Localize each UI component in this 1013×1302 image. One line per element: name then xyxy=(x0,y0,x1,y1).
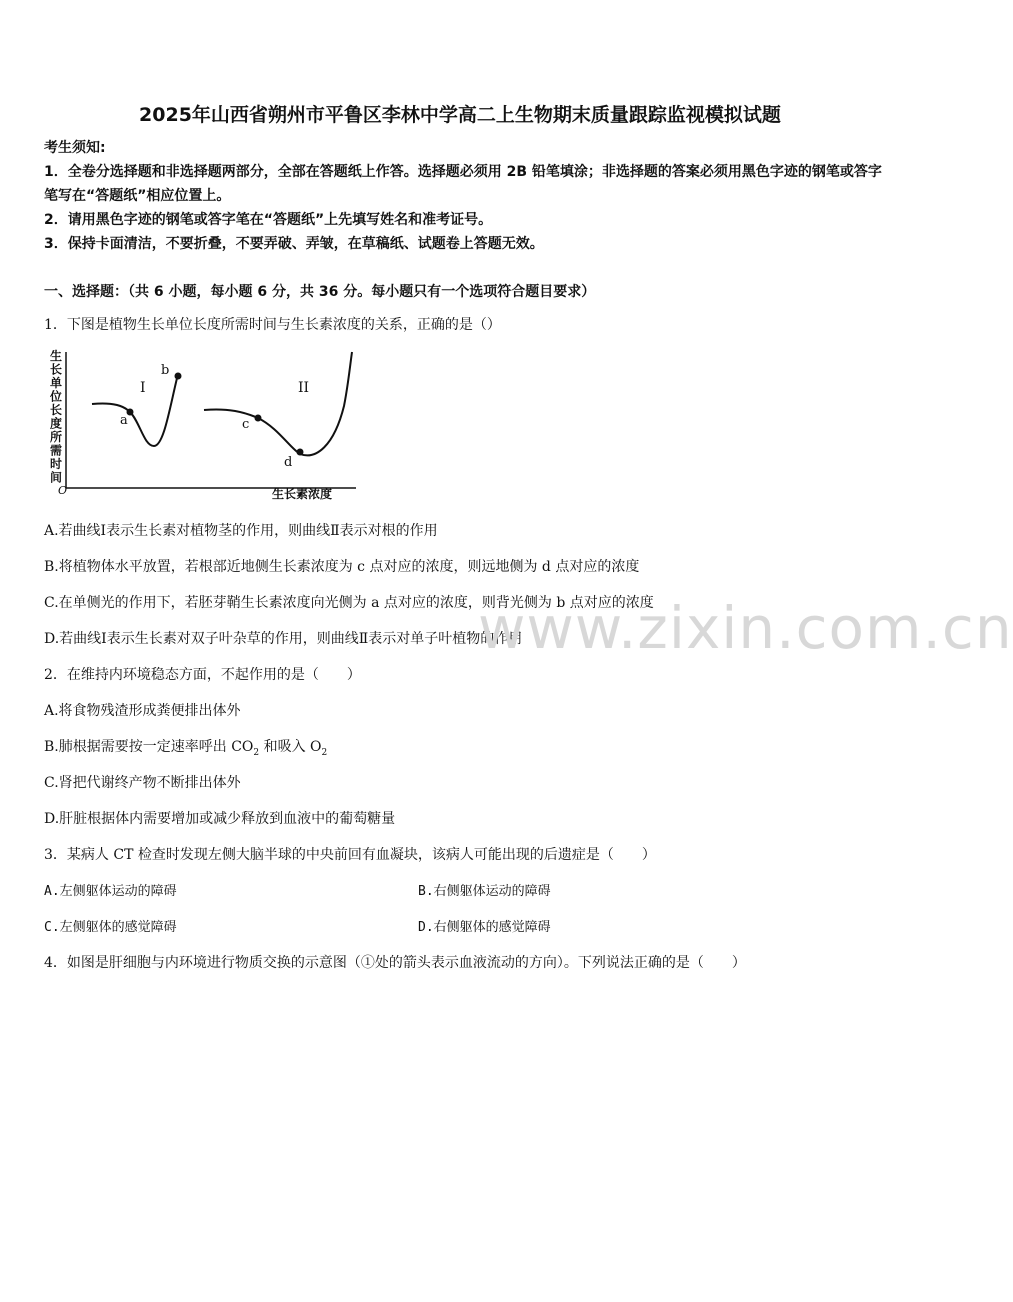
point-label-b: b xyxy=(161,363,170,378)
y-axis-label-text: 生长单位长度所需时间 xyxy=(50,349,63,485)
section-heading: 一、选择题：（共 6 小题，每小题 6 分，共 36 分。每小题只有一个选项符合题目要求） xyxy=(44,284,596,300)
option-b-mid: 和吸入 O xyxy=(259,739,322,755)
x-axis-label: 生长素浓度 xyxy=(272,487,333,501)
question-2-stem: 2．在维持内环境稳态方面，不起作用的是（ ） xyxy=(44,667,361,683)
question-1-option-c: C.在单侧光的作用下，若胚芽鞘生长素浓度向光侧为 a 点对应的浓度，则背光侧为 b 点对应的浓度 xyxy=(44,595,654,611)
watermark: www.zixin.com.cn xyxy=(478,594,1013,662)
point-c xyxy=(255,415,262,422)
point-label-d: d xyxy=(284,455,293,470)
option-b-text: B.肺根据需要按一定速率呼出 CO xyxy=(44,739,254,755)
point-label-a: a xyxy=(120,413,128,428)
curve-2 xyxy=(204,352,352,455)
question-1-option-b: B.将植物体水平放置，若根部近地侧生长素浓度为 c 点对应的浓度，则远地侧为 d 点对应的浓度 xyxy=(44,559,640,575)
o2-subscript: 2 xyxy=(321,747,328,758)
question-3-option-d: D.右侧躯体的感觉障碍 xyxy=(418,920,551,935)
origin-label: O xyxy=(58,484,68,497)
curve-1 xyxy=(92,374,178,446)
question-2-option-c: C.肾把代谢终产物不断排出体外 xyxy=(44,775,241,791)
curve-label-1: I xyxy=(140,380,146,396)
question-3-option-c: C.左侧躯体的感觉障碍 xyxy=(44,920,177,935)
question-1-stem: 1．下图是植物生长单位长度所需时间与生长素浓度的关系，正确的是（） xyxy=(44,317,501,333)
question-2-option-b xyxy=(44,736,327,758)
question-2-option-d: D.肝脏根据体内需要增加或减少释放到血液中的葡萄糖量 xyxy=(44,811,396,827)
point-b xyxy=(175,373,182,380)
page-title: 2025年山西省朔州市平鲁区李林中学高二上生物期末质量跟踪监视模拟试题 xyxy=(139,104,781,126)
question-3-option-b: B.右侧躯体运动的障碍 xyxy=(418,884,551,899)
curve-label-2: II xyxy=(298,380,310,396)
y-axis-label-group xyxy=(49,348,62,485)
notice-heading: 考生须知: xyxy=(44,140,106,156)
question-3-stem: 3．某病人 CT 检查时发现左侧大脑半球的中央前回有血凝块，该病人可能出现的后遗症是（ ） xyxy=(44,847,656,863)
co2-subscript: 2 xyxy=(253,747,260,758)
question-1-option-a: A.若曲线Ⅰ表示生长素对植物茎的作用，则曲线Ⅱ表示对根的作用 xyxy=(44,523,438,539)
point-label-c: c xyxy=(242,417,250,432)
question-4-stem: 4．如图是肝细胞与内环境进行物质交换的示意图（①处的箭头表示血液流动的方向）。下列说法正确的是（ ） xyxy=(44,955,746,971)
auxin-growth-diagram xyxy=(44,346,364,506)
question-1-option-d: D.若曲线Ⅰ表示生长素对双子叶杂草的作用，则曲线Ⅱ表示对单子叶植物的作用 xyxy=(44,631,523,647)
notice-item: 3．保持卡面清洁，不要折叠，不要弄破、弄皱，在草稿纸、试题卷上答题无效。 xyxy=(44,236,544,252)
notice-item: 1．全卷分选择题和非选择题两部分，全部在答题纸上作答。选择题必须用 2B 铅笔填涂；非选择题的答案必须用黑色字迹的钢笔或答字笔写在“答题纸”相应位置上。 xyxy=(44,164,882,204)
notice-item: 2．请用黑色字迹的钢笔或答字笔在“答题纸”上先填写姓名和准考证号。 xyxy=(44,212,493,228)
question-3-option-a: A.左侧躯体运动的障碍 xyxy=(44,884,177,899)
point-d xyxy=(297,449,304,456)
question-2-option-a: A.将食物残渣形成粪便排出体外 xyxy=(44,703,241,719)
